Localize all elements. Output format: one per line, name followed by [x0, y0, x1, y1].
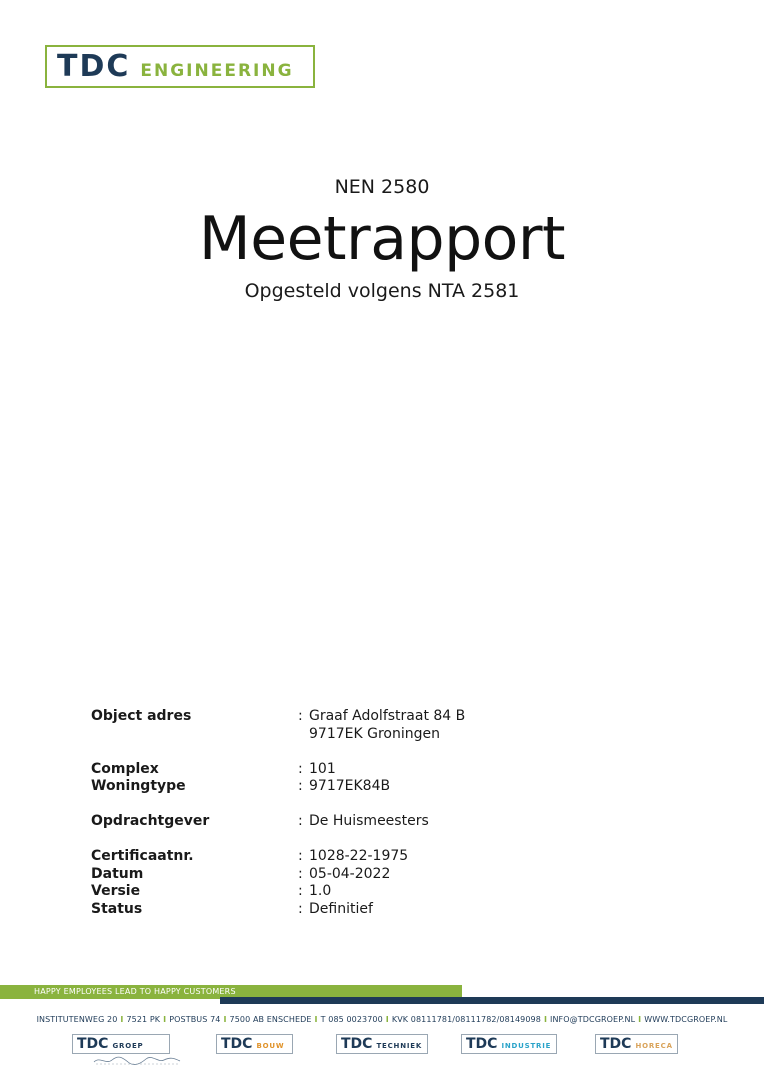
- brand-tdc-groep: [72, 1034, 170, 1054]
- info-row-versie: [91, 883, 651, 901]
- contact-web[interactable]: WWW.TDCGROEP.NL: [644, 1015, 728, 1024]
- brand-tdc-text: TDC: [600, 1036, 632, 1052]
- page-subtitle: Opgesteld volgens NTA 2581: [244, 280, 520, 302]
- versie-label: Versie: [91, 883, 141, 899]
- brand-tdc-techniek: [336, 1034, 428, 1054]
- certificaatnr-label: Certificaatnr.: [91, 848, 194, 864]
- info-row-datum: [91, 866, 651, 884]
- complex-value: 101: [309, 760, 336, 777]
- opdrachtgever-label: Opdrachtgever: [91, 813, 210, 829]
- colon: :: [298, 883, 303, 899]
- complex-label: Complex: [91, 760, 159, 777]
- status-value: Definitief: [309, 900, 373, 917]
- brand-sub-text: GROEP: [112, 1041, 144, 1050]
- contact-line: [0, 1015, 764, 1024]
- colon: :: [298, 760, 303, 777]
- colon: :: [298, 865, 303, 882]
- opdrachtgever-value: De Huismeesters: [309, 813, 429, 829]
- object-adres-label: Object adres: [91, 708, 192, 724]
- info-row-complex: [91, 761, 651, 779]
- separator: I: [543, 1015, 548, 1024]
- brand-logos: [0, 1034, 764, 1056]
- norm-heading: NEN 2580: [334, 176, 430, 198]
- brand-tdc-horeca: [595, 1034, 678, 1054]
- woningtype-label: Woningtype: [91, 778, 186, 794]
- info-row-certificaatnr: [91, 848, 651, 866]
- colon: :: [298, 900, 303, 917]
- logo-tdc-text: TDC: [57, 49, 131, 84]
- info-row-object-adres: [91, 708, 651, 726]
- separator: I: [385, 1015, 389, 1024]
- brand-tdc-text: TDC: [341, 1036, 373, 1052]
- signature-scribble: [92, 1054, 182, 1066]
- contact-kvk: KVK 08111781/08111782/08149098: [391, 1015, 541, 1024]
- separator: I: [223, 1015, 227, 1024]
- datum-value: 05-04-2022: [309, 865, 391, 882]
- tdc-engineering-logo: [45, 45, 315, 88]
- brand-tdc-text: TDC: [221, 1036, 253, 1052]
- datum-label: Datum: [91, 865, 144, 882]
- object-adres-line1: Graaf Adolfstraat 84 B: [309, 708, 466, 724]
- brand-tdc-bouw: [216, 1034, 293, 1054]
- brand-sub-text: TECHNIEK: [376, 1041, 423, 1050]
- info-row-object-adres-2: [91, 726, 651, 744]
- separator: I: [120, 1015, 124, 1024]
- colon: :: [298, 813, 303, 829]
- certificaatnr-value: 1028-22-1975: [309, 848, 409, 864]
- brand-tdc-text: TDC: [77, 1036, 109, 1052]
- page-title: Meetrapport: [198, 204, 566, 274]
- colon: :: [298, 708, 303, 724]
- contact-city: 7500 AB ENSCHEDE: [229, 1015, 312, 1024]
- slogan-band: HAPPY EMPLOYEES LEAD TO HAPPY CUSTOMERS: [0, 985, 462, 999]
- info-row-opdrachtgever: [91, 813, 651, 831]
- object-adres-line2: 9717EK Groningen: [309, 725, 440, 742]
- brand-sub-text: HORECA: [635, 1041, 673, 1050]
- separator: I: [314, 1015, 318, 1024]
- woningtype-value: 9717EK84B: [309, 778, 391, 794]
- logo-engineering-text: ENGINEERING: [140, 60, 294, 81]
- contact-email[interactable]: INFO@TDCGROEP.NL: [550, 1015, 636, 1024]
- report-info-block: [91, 708, 651, 918]
- info-row-status: [91, 901, 651, 919]
- contact-postbus: POSTBUS 74: [169, 1015, 221, 1024]
- info-row-woningtype: [91, 778, 651, 796]
- navy-band-divider: [220, 997, 764, 1004]
- contact-street: INSTITUTENWEG 20: [36, 1015, 118, 1024]
- brand-sub-text: BOUW: [256, 1041, 285, 1050]
- contact-postcode: 7521 PK: [126, 1015, 161, 1024]
- contact-phone: T 085 0023700: [320, 1015, 383, 1024]
- brand-tdc-text: TDC: [466, 1036, 498, 1052]
- colon: :: [298, 778, 303, 794]
- brand-sub-text: INDUSTRIE: [501, 1041, 552, 1050]
- separator: I: [638, 1015, 642, 1024]
- versie-value: 1.0: [309, 883, 332, 899]
- colon: :: [298, 848, 303, 864]
- brand-tdc-industrie: [461, 1034, 557, 1054]
- separator: I: [163, 1015, 167, 1024]
- status-label: Status: [91, 900, 143, 917]
